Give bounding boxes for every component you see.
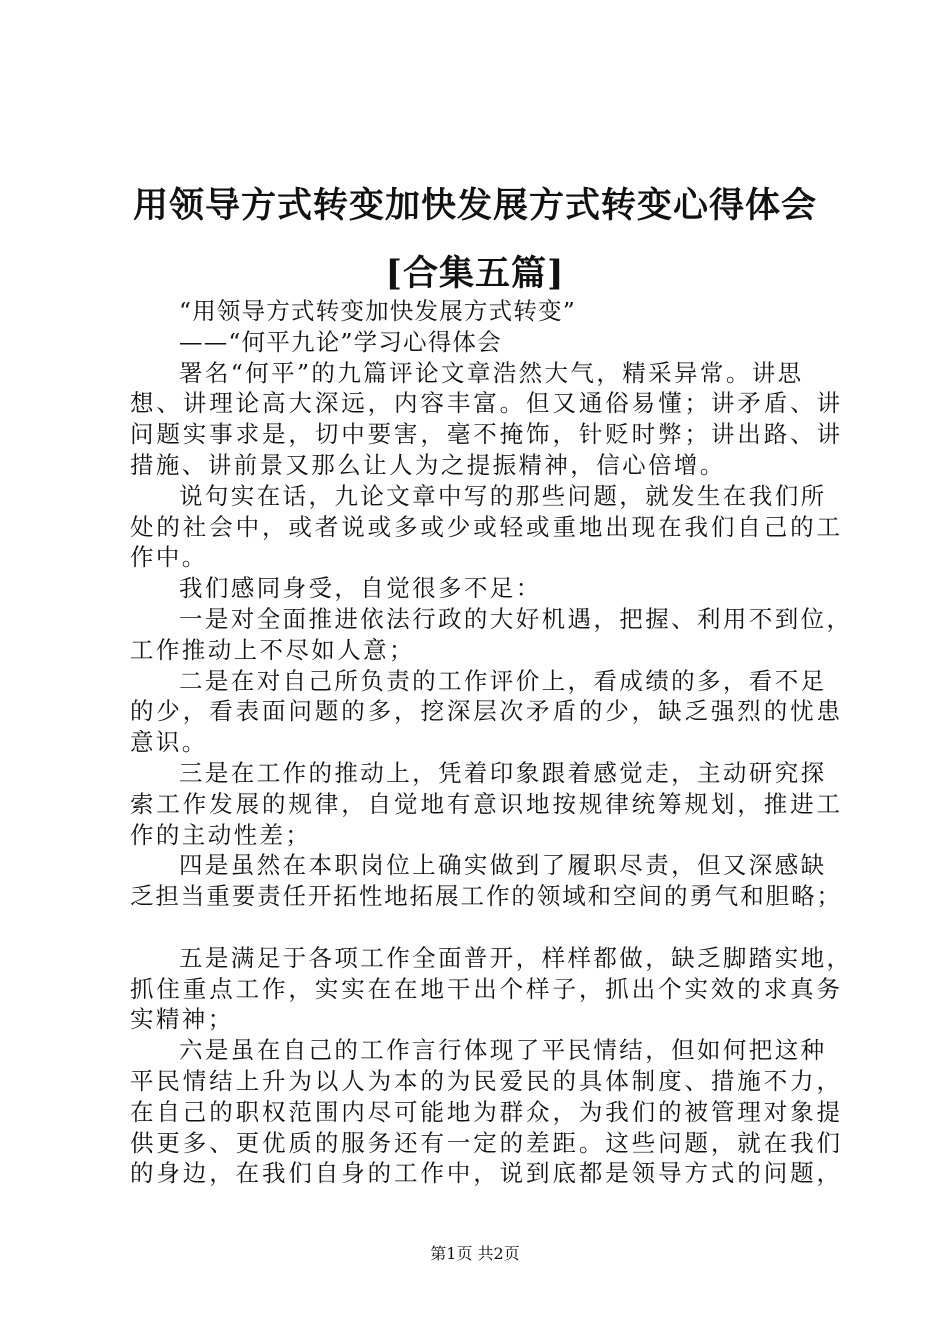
list-item-line: 供更多、更优质的服务还有一定的差距。这些问题，就在我们 [130, 1128, 840, 1157]
list-item-line: 平民情结上升为以人为本的为民爱民的具体制度、措施不力， [130, 1066, 840, 1095]
document-title-subtitle: [合集五篇] [385, 253, 565, 294]
list-item-line: 一是对全面推进依法行政的大好机遇，把握、利用不到位， [179, 604, 853, 633]
document-body [130, 296, 853, 1189]
paragraph-line: 处的社会中，或者说或多或少或轻或重地出现在我们自己的工 [130, 512, 840, 541]
list-item-line: 的少，看表面问题的多，挖深层次矛盾的少，缺乏强烈的忧患 [130, 697, 840, 726]
list-item-line: 五是满足于各项工作全面普开，样样都做，缺乏脚踏实地， [179, 943, 853, 972]
page-number-footer: 第1页 共2页 [430, 1244, 520, 1263]
list-item-line: 乏担当重要责任开拓性地拓展工作的领域和空间的勇气和胆略； [130, 882, 840, 911]
list-item-line: 工作推动上不尽如人意； [130, 635, 415, 664]
list-item-line: 六是虽在自己的工作言行体现了平民情结，但如何把这种 [179, 1036, 827, 1065]
paragraph-line: 署名“何平”的九篇评论文章浩然大气，精采异常。讲思 [179, 358, 804, 387]
paragraph-line: 问题实事求是，切中要害，毫不掩饰，针贬时弊；讲出路、讲 [130, 420, 840, 449]
paragraph-line: 措施、讲前景又那么让人为之提振精神，信心倍增。 [130, 450, 726, 479]
list-item-line: 抓住重点工作，实实在在地干出个样子，抓出个实效的求真务 [130, 974, 840, 1003]
paragraph-line: 想、讲理论高大深远，内容丰富。但又通俗易懂；讲矛盾、讲 [130, 389, 840, 418]
paragraph-line: 说句实在话，九论文章中写的那些问题，就发生在我们所 [179, 481, 827, 510]
paragraph-line: 作中。 [130, 543, 208, 572]
list-item-line: 作的主动性差； [130, 820, 312, 849]
document-title: 用领导方式转变加快发展方式转变心得体会 [132, 185, 817, 226]
list-item-line: 四是虽然在本职岗位上确实做到了履职尽责，但又深感缺 [179, 851, 827, 880]
paragraph-gap [130, 912, 840, 943]
list-item-line: 的身边，在我们自身的工作中，说到底都是领导方式的问题， [130, 1159, 840, 1188]
list-item-line: 二是在对自己所负责的工作评价上，看成绩的多，看不足 [179, 666, 827, 695]
list-item-line: 意识。 [130, 728, 208, 757]
list-item-line: 三是在工作的推动上，凭着印象跟着感觉走，主动研究探 [179, 758, 827, 787]
essay-heading: “用领导方式转变加快发展方式转变” [179, 297, 576, 325]
essay-subheading: ——“何平九论”学习心得体会 [179, 327, 502, 356]
list-item-line: 实精神； [130, 1005, 234, 1034]
list-item-line: 索工作发展的规律，自觉地有意识地按规律统筹规划，推进工 [130, 789, 840, 818]
list-item-line: 在自己的职权范围内尽可能地为群众，为我们的被管理对象提 [130, 1097, 840, 1126]
paragraph-line: 我们感同身受，自觉很多不足： [179, 574, 542, 603]
